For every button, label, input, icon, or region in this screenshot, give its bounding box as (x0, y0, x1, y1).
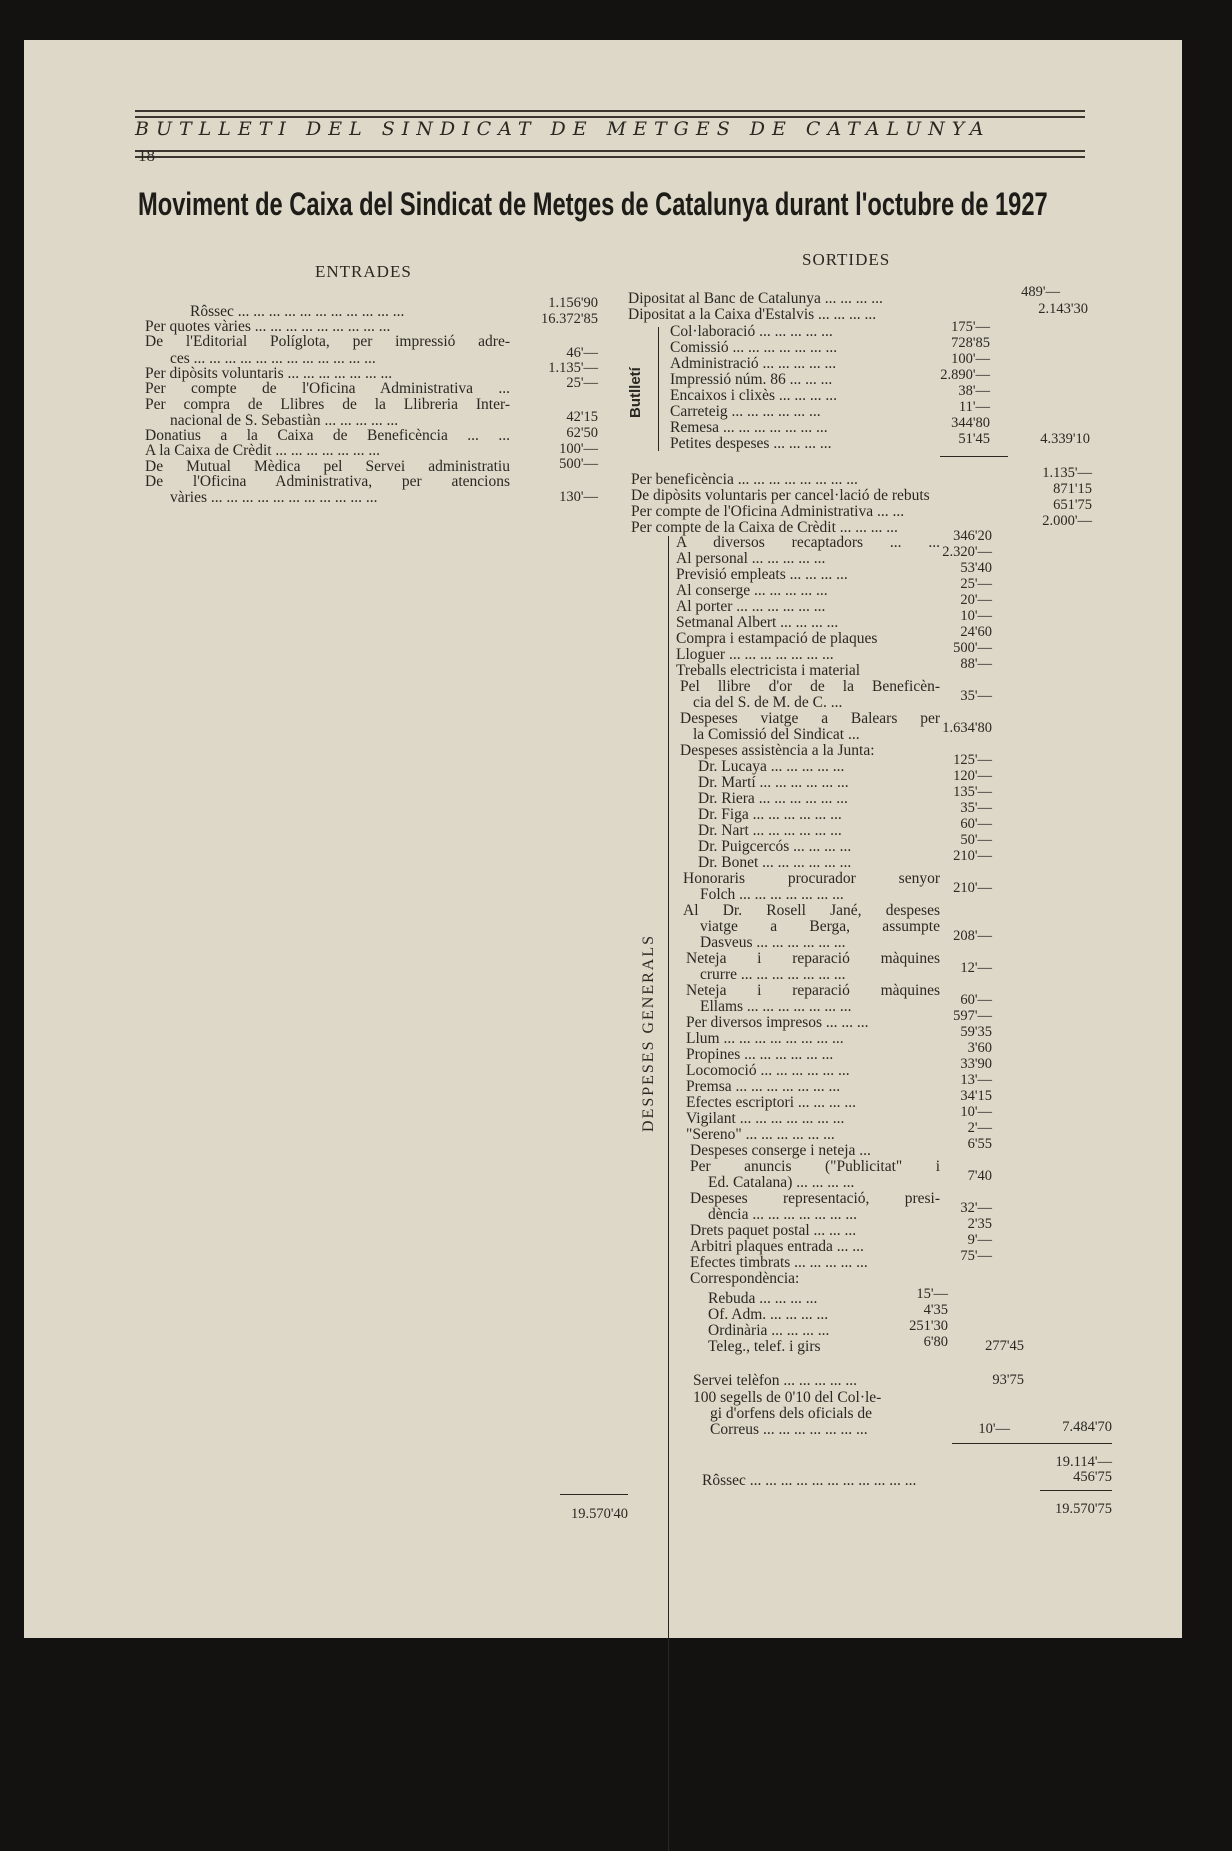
generals-line-label: A diversos recaptadors ... ... (676, 534, 940, 551)
butlleti-item-value: 38'— (958, 383, 990, 399)
generals-line-label: Treballs electricista i material (676, 662, 861, 679)
per-item-label: Per compte de l'Oficina Administrativa ... ... (631, 503, 905, 520)
generals-line-value: 13'— (960, 1072, 992, 1088)
generals-line-value: 75'— (960, 1248, 992, 1264)
rossec-label: Rôssec ... ... ... ... ... ... ... ... ... ... ... (702, 1472, 917, 1489)
generals-line-label: Folch ... ... ... ... ... ... ... (700, 886, 844, 903)
butlleti-brace (658, 327, 659, 451)
generals-line-value: 210'— (953, 848, 992, 864)
generals-line-value: 6'55 (967, 1136, 992, 1152)
butlleti-item-label: Impressió núm. 86 ... ... ... (670, 371, 833, 388)
generals-line-label: Ellams ... ... ... ... ... ... ... (700, 998, 852, 1015)
per-item-value: 651'75 (1053, 497, 1092, 513)
generals-line-value: 10'— (960, 608, 992, 624)
generals-line-label: Propines ... ... ... ... ... ... (686, 1046, 834, 1063)
generals-line-label: Al Dr. Rosell Jané, despeses (683, 902, 940, 919)
generals-line-value: 9'— (967, 1232, 992, 1248)
generals-line-label: Per anuncis ("Publicitat" i (690, 1158, 940, 1175)
entrades-line: ces ... ... ... ... ... ... ... ... ... ... ... ... (170, 350, 376, 367)
generals-label: DESPESES GENERALS (640, 933, 657, 1132)
generals-line-value: 2'35 (967, 1216, 992, 1232)
butlleti-item-value: 11'— (958, 399, 990, 415)
generals-line-label: Efectes escriptori ... ... ... ... (686, 1094, 857, 1111)
sortides-rule (952, 1443, 1112, 1444)
butlleti-item-label: Col·laboració ... ... ... ... ... (670, 323, 833, 340)
sortides-total: 19.570'75 (1055, 1501, 1112, 1517)
segells-line-3: Correus ... ... ... ... ... ... ... (710, 1421, 868, 1438)
correspondencia-label: Of. Adm. ... ... ... ... (708, 1306, 829, 1323)
generals-line-value: 597'— (953, 1008, 992, 1024)
generals-line-value: 346'20 (953, 528, 992, 544)
generals-line-value: 59'35 (960, 1024, 992, 1040)
entrades-value: 42'15 (566, 409, 598, 425)
entrades-line: Donatius a la Caixa de Beneficència ... ... (145, 427, 510, 444)
generals-line-value: 20'— (960, 592, 992, 608)
butlleti-item-label: Carreteig ... ... ... ... ... ... (670, 403, 821, 420)
entrades-value: 1.156'90 (548, 295, 598, 311)
entrades-line: Rôssec ... ... ... ... ... ... ... ... ... ... ... (190, 303, 405, 320)
generals-line-value: 60'— (960, 992, 992, 1008)
generals-line-value: 34'15 (960, 1088, 992, 1104)
generals-line-value: 135'— (953, 784, 992, 800)
entrades-value: 500'— (559, 456, 598, 472)
correspondencia-value: 6'80 (923, 1334, 948, 1350)
generals-line-label: Dr. Bonet ... ... ... ... ... ... (698, 854, 852, 871)
generals-line-value: 125'— (953, 752, 992, 768)
generals-line-value: 2'— (967, 1120, 992, 1136)
generals-line-label: Al porter ... ... ... ... ... ... (676, 598, 826, 615)
generals-line-label: Dr. Martí ... ... ... ... ... ... (698, 774, 849, 791)
generals-line-label: dència ... ... ... ... ... ... ... (708, 1206, 857, 1223)
generals-line-label: Arbitri plaques entrada ... ... (690, 1238, 864, 1255)
generals-line-value: 500'— (953, 640, 992, 656)
estalvis-value: 2.143'30 (1038, 301, 1088, 317)
generals-brace (668, 536, 669, 1851)
butlleti-item-value: 728'85 (951, 335, 990, 351)
entrades-total: 19.570'40 (571, 1506, 628, 1522)
entrades-value: 16.372'85 (541, 311, 598, 327)
sortides-total-rule (1040, 1490, 1112, 1491)
generals-line-label: Previsió empleats ... ... ... ... (676, 566, 848, 583)
entrades-total-rule (560, 1494, 628, 1495)
correspondencia-value: 4'35 (923, 1302, 948, 1318)
generals-line-label: crurre ... ... ... ... ... ... ... (700, 966, 846, 983)
entrades-line: nacional de S. Sebastiàn ... ... ... ... ... (170, 412, 399, 429)
entrades-line: De l'Oficina Administrativa, per atencions (145, 473, 510, 490)
butlleti-item-label: Petites despeses ... ... ... ... (670, 435, 832, 452)
butlleti-item-label: Comissió ... ... ... ... ... ... ... (670, 339, 838, 356)
generals-line-value: 32'— (960, 1200, 992, 1216)
running-title: BUTLLETI DEL SINDICAT DE METGES DE CATALUNYA (135, 118, 991, 140)
generals-line-label: Al conserge ... ... ... ... ... (676, 582, 828, 599)
entrades-line: Per compte de l'Oficina Administrativa ... (145, 380, 510, 397)
per-item-label: Per beneficència ... ... ... ... ... ... ... ... (631, 471, 858, 488)
generals-line-label: Dr. Nart ... ... ... ... ... ... (698, 822, 842, 839)
segells-value: 10'— (978, 1421, 1010, 1437)
generals-line-value: 24'60 (960, 624, 992, 640)
generals-line-label: cia del S. de M. de C. ... (693, 694, 843, 711)
per-item-value: 1.135'— (1042, 465, 1092, 481)
generals-line-value: 2.320'— (942, 544, 992, 560)
entrades-heading: ENTRADES (315, 262, 412, 281)
generals-line-label: Dr. Figa ... ... ... ... ... ... (698, 806, 842, 823)
generals-line-label: Pel llibre d'or de la Beneficèn- (680, 678, 940, 695)
generals-line-label: Setmanal Albert ... ... ... ... (676, 614, 839, 631)
sortides-subtotal: 19.114'— (1055, 1454, 1112, 1470)
butlleti-rule (940, 456, 1008, 457)
entrades-line: Per dipòsits voluntaris ... ... ... ... ... ... ... (145, 365, 393, 382)
generals-line-value: 60'— (960, 816, 992, 832)
generals-line-label: Dr. Puigcercós ... ... ... ... (698, 838, 852, 855)
generals-line-value: 25'— (960, 576, 992, 592)
butlleti-item-label: Encaixos i clixès ... ... ... ... (670, 387, 838, 404)
generals-line-label: la Comissió del Sindicat ... (693, 726, 860, 743)
entrades-value: 1.135'— (548, 360, 598, 376)
generals-line-label: Neteja i reparació màquines (686, 982, 940, 999)
generals-line-value: 7'40 (967, 1168, 992, 1184)
generals-line-label: Efectes timbrats ... ... ... ... ... (690, 1254, 868, 1271)
generals-line-label: Despeses conserge i neteja ... (690, 1142, 871, 1159)
entrades-value: 62'50 (566, 425, 598, 441)
butlleti-item-value: 2.890'— (940, 367, 990, 383)
per-item-label: Per compte de la Caixa de Crèdit ... ... ... ... (631, 519, 898, 536)
correspondencia-label: Ordinària ... ... ... ... (708, 1322, 830, 1339)
butlleti-total: 4.339'10 (1040, 431, 1090, 447)
sortides-heading: SORTIDES (802, 250, 891, 269)
document-page (24, 40, 1182, 1638)
entrades-value: 130'— (559, 489, 598, 505)
banc-label: Dipositat al Banc de Catalunya ... ... ... ... (628, 290, 883, 307)
generals-line-label: Despeses representació, presi- (690, 1190, 940, 1207)
generals-line-label: Dr. Lucaya ... ... ... ... ... (698, 758, 845, 775)
generals-line-value: 10'— (960, 1104, 992, 1120)
entrades-line: A la Caixa de Crèdit ... ... ... ... ... ... ... (145, 442, 381, 459)
entrades-value: 46'— (566, 345, 598, 361)
generals-line-value: 35'— (960, 688, 992, 704)
butlleti-item-value: 100'— (951, 351, 990, 367)
generals-line-label: Lloguer ... ... ... ... ... ... ... (676, 646, 834, 663)
entrades-value: 25'— (566, 375, 598, 391)
estalvis-label: Dipositat a la Caixa d'Estalvis ... ... ... ... (628, 306, 877, 323)
butlleti-label: Butlletí (627, 367, 644, 418)
correspondencia-value: 251'30 (909, 1318, 948, 1334)
generals-total: 7.484'70 (1062, 1419, 1112, 1435)
correspondencia-value: 15'— (916, 1286, 948, 1302)
entrades-line: vàries ... ... ... ... ... ... ... ... ... ... ... (170, 489, 378, 506)
generals-line-label: Compra i estampació de plaques (676, 630, 878, 647)
generals-line-value: 53'40 (960, 560, 992, 576)
generals-line-label: Llum ... ... ... ... ... ... ... ... (686, 1030, 844, 1047)
segells-line-1: 100 segells de 0'10 del Col·le- (693, 1389, 882, 1406)
servei-telefon-label: Servei telèfon ... ... ... ... ... (693, 1372, 858, 1389)
per-item-value: 2.000'— (1042, 513, 1092, 529)
butlleti-item-value: 175'— (951, 319, 990, 335)
generals-line-label: Locomoció ... ... ... ... ... ... (686, 1062, 850, 1079)
generals-line-label: viatge a Berga, assumpte (700, 918, 940, 935)
butlleti-item-value: 51'45 (958, 431, 990, 447)
per-item-label: De dipòsits voluntaris per cancel·lació de rebuts (631, 487, 930, 504)
generals-line-label: Al personal ... ... ... ... ... (676, 550, 826, 567)
generals-line-label: Vigilant ... ... ... ... ... ... ... (686, 1110, 845, 1127)
generals-line-label: Neteja i reparació màquines (686, 950, 940, 967)
generals-line-label: Drets paquet postal ... ... ... (690, 1222, 857, 1239)
generals-line-label: Dasveus ... ... ... ... ... ... (700, 934, 846, 951)
correspondencia-label: Rebuda ... ... ... ... (708, 1290, 818, 1307)
generals-line-label: Per diversos impresos ... ... ... (686, 1014, 869, 1031)
header-rule-bottom (135, 150, 1085, 152)
generals-line-value: 35'— (960, 800, 992, 816)
generals-line-label: Dr. Riera ... ... ... ... ... ... (698, 790, 848, 807)
rossec-value: 456'75 (1073, 1469, 1112, 1485)
entrades-line: Per compra de Llibres de la Llibreria Inter- (145, 396, 510, 413)
generals-line-value: 12'— (960, 960, 992, 976)
generals-line-value: 208'— (953, 928, 992, 944)
generals-line-value: 50'— (960, 832, 992, 848)
generals-line-value: 3'60 (967, 1040, 992, 1056)
generals-line-label: Premsa ... ... ... ... ... ... ... (686, 1078, 841, 1095)
entrades-line: De Mutual Mèdica pel Servei administratiu (145, 458, 510, 475)
servei-telefon-value: 93'75 (992, 1372, 1024, 1388)
generals-line-label: Despeses assistència a la Junta: (680, 742, 875, 759)
page-number: 18 (138, 146, 155, 165)
per-item-value: 871'15 (1053, 481, 1092, 497)
generals-line-value: 210'— (953, 880, 992, 896)
butlleti-item-label: Remesa ... ... ... ... ... ... ... (670, 419, 828, 436)
butlleti-item-label: Administració ... ... ... ... ... (670, 355, 837, 372)
entrades-line: De l'Editorial Políglota, per impressió adre- (145, 333, 510, 350)
page-title: Moviment de Caixa del Sindicat de Metges de Catalunya durant l'octubre de 1927 (138, 186, 1048, 222)
correspondencia-label: Teleg., telef. i girs (708, 1338, 821, 1355)
banc-value: 489'— (1021, 284, 1060, 300)
entrades-value: 100'— (559, 441, 598, 457)
generals-line-value: 1.634'80 (942, 720, 992, 736)
segells-line-2: gi d'orfens dels oficials de (710, 1405, 873, 1422)
generals-line-label: Honoraris procurador senyor (683, 870, 940, 887)
generals-line-label: "Sereno" ... ... ... ... ... ... (686, 1126, 835, 1143)
correspondencia-total: 277'45 (985, 1338, 1024, 1354)
entrades-line: Per quotes vàries ... ... ... ... ... ... ... ... ... (145, 318, 391, 335)
generals-line-value: 33'90 (960, 1056, 992, 1072)
generals-line-value: 120'— (953, 768, 992, 784)
butlleti-item-value: 344'80 (951, 415, 990, 431)
generals-line-label: Correspondència: (690, 1270, 800, 1287)
header-rule-bottom-2 (135, 156, 1085, 158)
generals-line-label: Ed. Catalana) ... ... ... ... (708, 1174, 855, 1191)
generals-line-value: 88'— (960, 656, 992, 672)
generals-line-label: Despeses viatge a Balears per (680, 710, 940, 727)
header-rule-top (135, 110, 1085, 112)
